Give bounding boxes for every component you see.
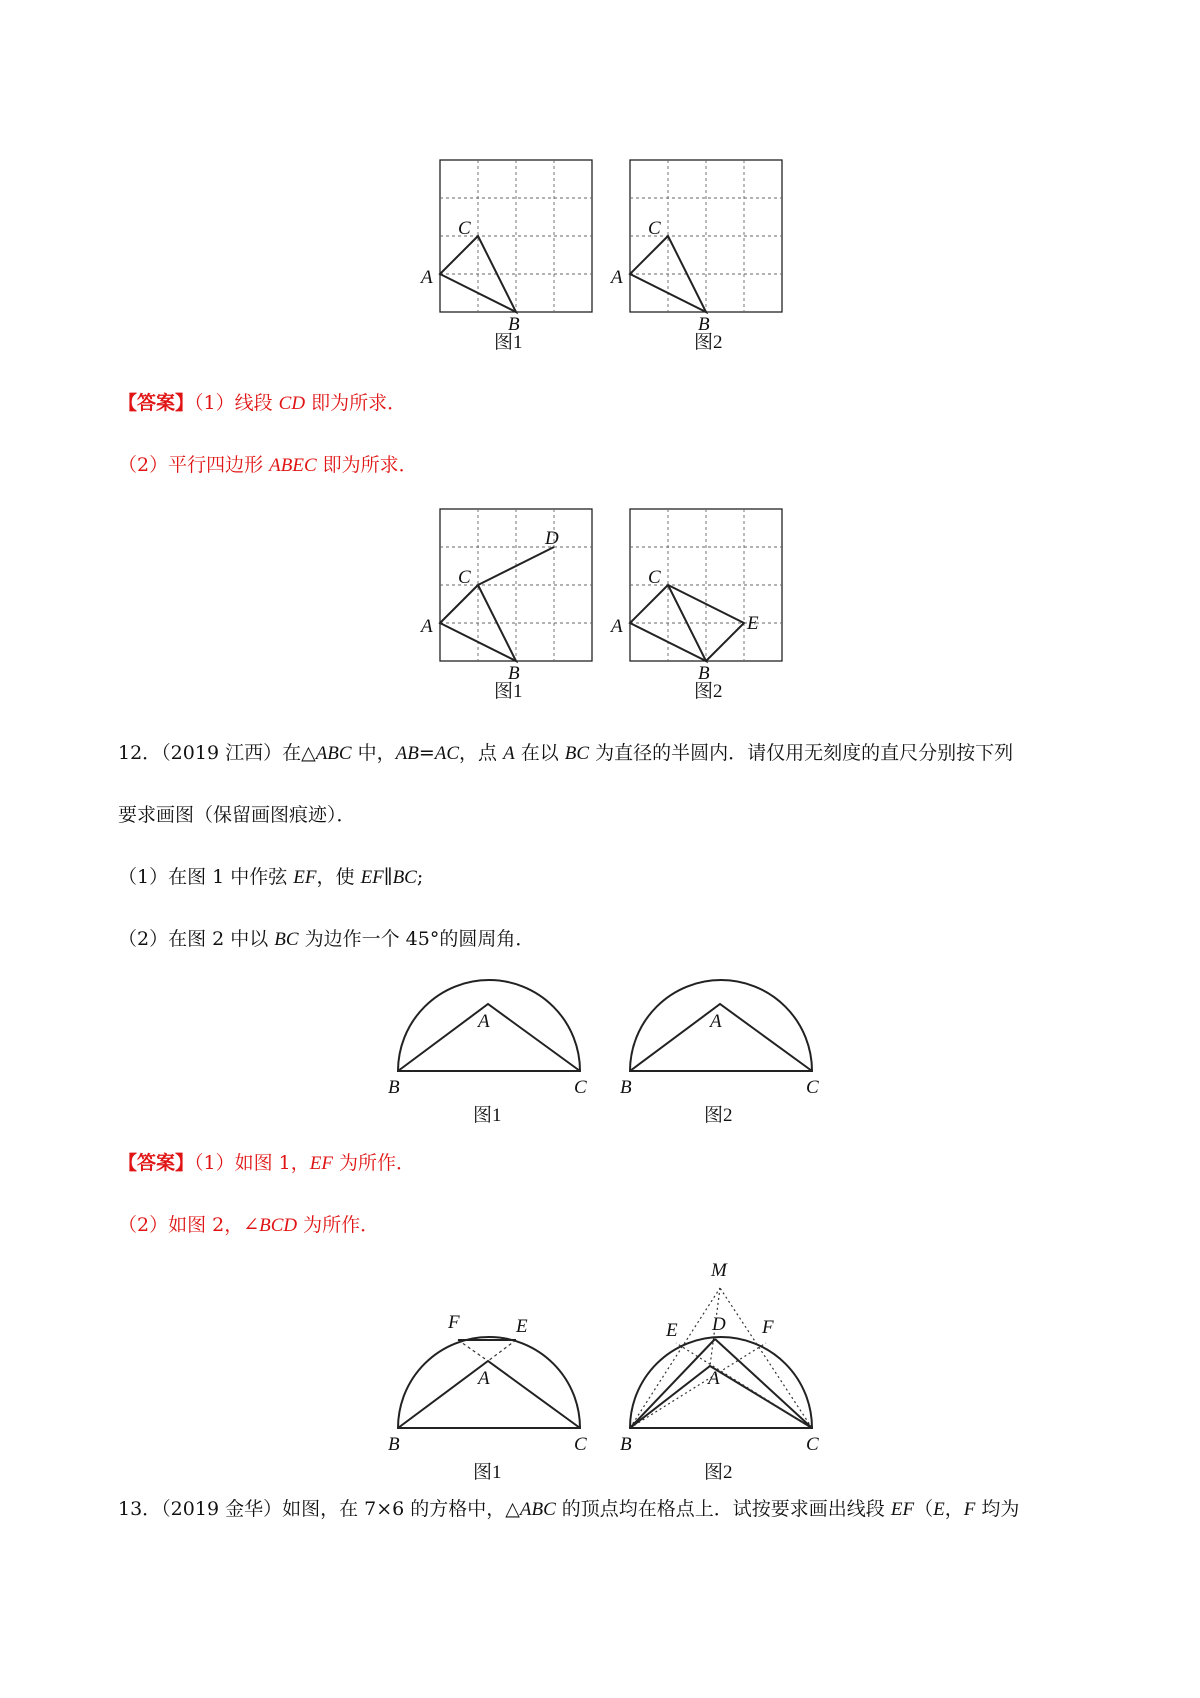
point-label-a: A — [710, 1011, 722, 1032]
figure-caption-1: 图1 — [494, 681, 523, 702]
point-label-b: B — [698, 314, 710, 335]
semicircle-figure-1 — [388, 980, 587, 1126]
point-label-e: E — [516, 1316, 528, 1337]
point-label-a: A — [421, 267, 433, 288]
figure-caption-1: 图1 — [473, 1462, 502, 1483]
point-label-b: B — [698, 663, 710, 684]
figure-caption-2: 图2 — [694, 332, 723, 353]
point-label-a: A — [611, 267, 623, 288]
answer-11-part-2: （2）平行四边形 ABEC 即为所求． — [118, 454, 418, 476]
point-label-b: B — [620, 1434, 632, 1455]
figure-caption-1: 图1 — [473, 1105, 502, 1126]
semicircle-answer-figure-2 — [620, 1260, 819, 1483]
answer-12-part-1: 【答案】（1）如图 1，EF 为所作． — [118, 1152, 415, 1174]
point-label-a: A — [478, 1011, 490, 1032]
point-label-a: A — [421, 616, 433, 637]
point-label-c: C — [648, 567, 661, 588]
grid-figure-1-top — [419, 160, 592, 353]
grid-figure-2-answer — [609, 509, 782, 702]
point-label-b: B — [388, 1077, 400, 1098]
point-label-c: C — [458, 218, 471, 239]
problem-12-question-2: （2）在图 2 中以 BC 为边作一个 45°的圆周角． — [118, 928, 535, 950]
point-label-c: C — [648, 218, 661, 239]
point-label-e: E — [666, 1320, 678, 1341]
point-label-d: D — [712, 1314, 726, 1335]
problem-13-statement: 13．（2019 金华）如图，在 7×6 的方格中，△ABC 的顶点均在格点上．试按要求画出线段 EF（E，F 均为 — [118, 1498, 1020, 1520]
figure-caption-1: 图1 — [494, 332, 523, 353]
semicircle-figure-2 — [620, 980, 819, 1126]
grid-figure-2-top — [609, 160, 782, 353]
point-label-m: M — [711, 1260, 727, 1281]
point-label-c: C — [806, 1077, 819, 1098]
answer-11-part-1: 【答案】（1）线段 CD 即为所求． — [118, 392, 407, 414]
point-label-f: F — [448, 1312, 460, 1333]
answer-tag: 【答案】 — [118, 392, 195, 414]
point-label-b: B — [388, 1434, 400, 1455]
figure-caption-2: 图2 — [704, 1462, 733, 1483]
figure-caption-2: 图2 — [694, 681, 723, 702]
point-label-b: B — [508, 314, 520, 335]
semicircle-answer-figure-1 — [388, 1312, 587, 1483]
point-label-b: B — [620, 1077, 632, 1098]
grid-figure-1-answer — [419, 509, 592, 702]
point-label-a: A — [708, 1368, 720, 1389]
point-label-c: C — [458, 567, 471, 588]
problem-12-statement-line-1: 12．（2019 江西）在△ABC 中，AB=AC，点 A 在以 BC 为直径的半圆内．请仅用无刻度的直尺分别按下列 — [118, 742, 1014, 764]
point-label-b: B — [508, 663, 520, 684]
point-label-a: A — [611, 616, 623, 637]
problem-12-statement-line-2: 要求画图（保留画图痕迹）． — [118, 804, 356, 826]
point-label-d: D — [545, 528, 559, 549]
point-label-f: F — [762, 1317, 774, 1338]
point-label-c: C — [574, 1077, 587, 1098]
point-label-c: C — [574, 1434, 587, 1455]
point-label-c: C — [806, 1434, 819, 1455]
point-label-e: E — [747, 613, 759, 634]
point-label-a: A — [478, 1368, 490, 1389]
answer-tag: 【答案】 — [118, 1152, 195, 1174]
problem-12-question-1: （1）在图 1 中作弦 EF，使 EF∥BC; — [118, 866, 424, 888]
answer-12-part-2: （2）如图 2，∠BCD 为所作． — [118, 1214, 380, 1236]
figure-caption-2: 图2 — [704, 1105, 733, 1126]
